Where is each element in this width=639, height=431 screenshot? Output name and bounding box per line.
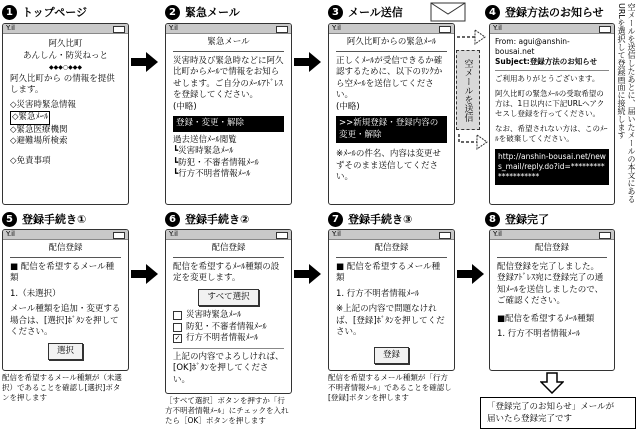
antenna-icon: Y.il xyxy=(169,24,178,32)
screen-header: 阿久比町からの緊急ﾒｰﾙ xyxy=(336,37,447,52)
mail-type-label: ■ 配信を希望するメール種類 xyxy=(10,261,115,283)
body-text: 正しくﾒｰﾙが受信できるか確認するために、以下のﾘﾝｸから空ﾒｰﾙを送信してください。 xyxy=(336,55,443,100)
option-crime[interactable] xyxy=(173,322,284,334)
mail-type-value: 1.（未選択） xyxy=(10,288,61,299)
right-arrow-icon xyxy=(472,264,484,284)
divider xyxy=(495,70,609,71)
register-link[interactable]: 登録・変更・解除 xyxy=(173,116,284,132)
register-button[interactable]: 登録 xyxy=(374,347,409,365)
antenna-icon: Y.il xyxy=(493,230,502,238)
step-8-title: 8 登録完了 xyxy=(485,211,549,227)
town-name: 阿久比町 xyxy=(48,39,83,49)
mail-type-label: ■ 配信を希望するメール種類 xyxy=(336,261,441,283)
phone-mail-send xyxy=(328,23,455,205)
battery-icon xyxy=(599,232,611,239)
step-2-title: 2 緊急メール xyxy=(165,4,240,20)
body-text: メール種類を追加・変更する場合は、[選択]ﾎﾞﾀﾝを押してください。 xyxy=(10,304,121,337)
dashed-arrow-icon xyxy=(455,25,489,49)
battery-icon xyxy=(439,26,451,33)
arrow-shaft xyxy=(457,270,473,278)
antenna-icon: Y.il xyxy=(332,230,341,238)
body-text: 災害時及び緊急時などに阿久比町からﾒｰﾙで情報をお知らせします。ご自分のﾒｰﾙｱﾄﾞﾚｽを登録してください。 xyxy=(173,55,284,100)
option-label: 行方不明者情報ﾒｰﾙ xyxy=(186,333,259,343)
phone-registration-notice xyxy=(489,23,615,205)
history-link[interactable]: 過去送信ﾒｰﾙ閲覧 xyxy=(173,134,237,145)
select-button[interactable]: 選択 xyxy=(48,343,83,361)
note-text: ※ﾒｰﾙの件名、内容は変更せずそのまま送信してください。 xyxy=(336,149,441,182)
menu-item-disclaimer[interactable]: ◇免責事項 xyxy=(10,155,51,166)
step-7-title: 7 登録手続き③ xyxy=(328,211,412,227)
battery-icon xyxy=(439,232,451,239)
send-empty-mail-label: 空メールを送信 xyxy=(456,50,480,130)
new-register-link[interactable]: >>新規登録・登録内容の変更・解除 xyxy=(336,116,447,143)
body-text: 配信を希望するﾒｰﾙ種類の設定を変更します。 xyxy=(173,261,280,283)
step-1-title: 1 トップページ xyxy=(2,4,87,20)
checkbox[interactable]: ✓ xyxy=(174,334,181,343)
battery-icon xyxy=(599,26,611,33)
phone-top-page xyxy=(2,23,129,205)
intro-text: 阿久比町から の情報を提供します。 xyxy=(10,73,115,95)
history-item[interactable]: ┗防犯・不審者情報ﾒｰﾙ xyxy=(173,157,259,168)
arrow-shaft xyxy=(294,58,310,66)
battery-icon xyxy=(276,26,288,33)
body-text: 配信登録を完了しました。登録ｱﾄﾞﾚｽ宛に登録完了の通知ﾒｰﾙを送信しましたので、ご確認ください。 xyxy=(497,261,604,306)
mail-type-label: ■配信を希望するﾒｰﾙ種類 xyxy=(497,313,595,324)
screen-header: 配信登録 xyxy=(336,243,447,258)
divider xyxy=(173,348,284,349)
step-6-caption: ［すべて選択］ボタンを押すか「行方不明者情報ﾒｰﾙ」にチェックを入れたら［OK］ボタンを押します xyxy=(165,396,289,425)
mail-from: From: agui@anshin-bousai.net xyxy=(495,37,570,56)
arrow-shaft xyxy=(294,270,310,278)
mail-type-value: 1. 行方不明者情報ﾒｰﾙ xyxy=(497,329,581,339)
menu-item-emergency-mail[interactable]: ◇緊急ﾒｰﾙ xyxy=(10,111,50,125)
side-note: 空メールを送信したあとに、届いたメールの本文にあるURLを選択して登録画面に接続します xyxy=(617,3,636,203)
menu-item-disaster[interactable]: ◇災害時緊急情報 xyxy=(10,99,77,110)
omit-text: (中略) xyxy=(336,101,360,112)
step-4-title: 4 登録方法のお知らせ xyxy=(485,4,604,20)
status-bar xyxy=(3,24,128,34)
mail-subject: Subject:登録方法のお知らせ xyxy=(495,57,598,66)
mail-type-value: 1. 行方不明者情報ﾒｰﾙ xyxy=(336,288,420,299)
checkbox[interactable] xyxy=(173,323,182,332)
screen-header: 配信登録 xyxy=(10,243,121,258)
phone-registration-complete xyxy=(489,229,615,371)
decoration: ◆◆◆○◆◆◆ xyxy=(49,64,82,71)
step-5-caption: 配信を希望するメール種類が（未選択）であることを確認し[選択]ボタンを押します xyxy=(2,373,122,402)
checkbox[interactable] xyxy=(173,311,182,320)
antenna-icon: Y.il xyxy=(493,24,502,32)
antenna-icon: Y.il xyxy=(169,230,178,238)
completion-message: 「登録完了のお知らせ」メールが 届いたら登録完了です xyxy=(480,397,636,429)
step-5-title: 5 登録手続き① xyxy=(2,211,86,227)
menu-item-medical[interactable]: ◇緊急医療機関 xyxy=(10,124,68,135)
step-6-title: 6 登録手続き② xyxy=(165,211,249,227)
right-arrow-icon xyxy=(309,52,321,72)
mail-envelope-icon xyxy=(430,2,466,22)
down-arrow-icon xyxy=(540,372,564,394)
antenna-icon: Y.il xyxy=(6,24,15,32)
arrow-shaft xyxy=(131,58,147,66)
note-text: ※上記の内容で問題なければ、[登録]ﾎﾞﾀﾝを押してください。 xyxy=(336,304,445,337)
antenna-icon: Y.il xyxy=(6,230,15,238)
screen-header: 配信登録 xyxy=(173,243,284,258)
right-arrow-icon xyxy=(146,52,158,72)
right-arrow-icon xyxy=(309,264,321,284)
screen-header: 配信登録 xyxy=(497,243,607,258)
antenna-icon: Y.il xyxy=(332,24,341,32)
phone-registration-step1 xyxy=(2,229,129,371)
omit-text: (中略) xyxy=(173,101,197,112)
step-7-caption: 配信を希望するメール種類が「行方不明者情報ﾒｰﾙ」であることを確認し[登録]ボタンを押します xyxy=(328,373,452,402)
history-item[interactable]: ┗災害時緊急ﾒｰﾙ xyxy=(173,146,234,156)
battery-icon xyxy=(113,26,125,33)
select-all-button[interactable]: すべて選択 xyxy=(198,289,258,307)
step-3-title: 3 メール送信 xyxy=(328,4,403,20)
arrow-shaft xyxy=(131,270,147,278)
body-text: 阿久比町の緊急ﾒｰﾙの受取希望の方は、1日以内に下記URLへアクセスし登録を行ってください。 xyxy=(495,89,605,118)
option-disaster[interactable] xyxy=(173,310,284,322)
option-missing[interactable] xyxy=(173,333,284,345)
screen-header: 緊急メール xyxy=(173,37,284,52)
phone-registration-step2 xyxy=(165,229,292,394)
option-label: 災害時緊急ﾒｰﾙ xyxy=(186,310,242,320)
confirm-text: 上記の内容でよろしければ、[OK]ﾎﾞﾀﾝを押してください。 xyxy=(173,351,284,385)
dashed-arrow-icon xyxy=(457,130,491,154)
site-name: あんしん・防災ねっと xyxy=(22,50,108,61)
discard-text: なお、希望されない方は、このﾒｰﾙを破棄してください。 xyxy=(495,124,608,143)
phone-emergency-mail xyxy=(165,23,292,205)
battery-icon xyxy=(113,232,125,239)
right-arrow-icon xyxy=(146,264,158,284)
option-label: 防犯・不審者情報ﾒｰﾙ xyxy=(186,321,267,332)
menu-item-evacuation[interactable]: ◇避難場所検索 xyxy=(10,136,68,146)
thanks-text: ご利用ありがとうございます。 xyxy=(495,74,600,83)
history-item[interactable]: ┗行方不明者情報ﾒｰﾙ xyxy=(173,169,251,179)
phone-registration-step3 xyxy=(328,229,455,371)
registration-url-link[interactable]: http://anshin-bousai.net/news_mail/reply.do?id=******************** xyxy=(495,149,609,185)
battery-icon xyxy=(276,232,288,239)
